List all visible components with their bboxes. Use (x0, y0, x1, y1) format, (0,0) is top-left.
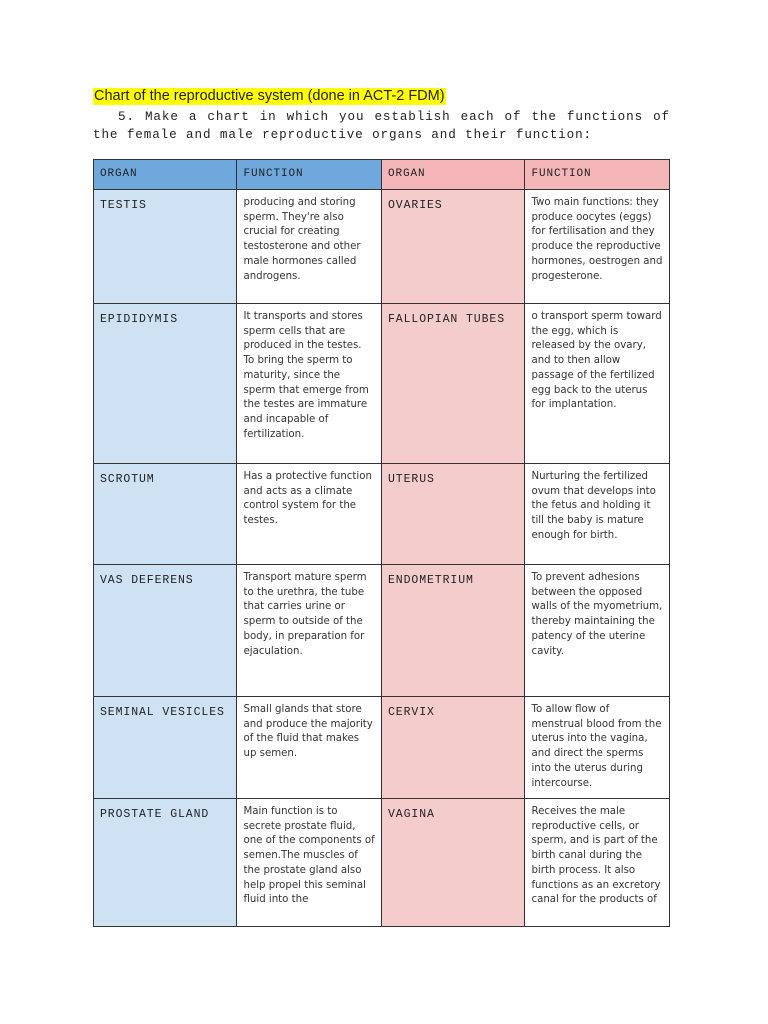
male-organ-cell: SEMINAL VESICLES (94, 697, 237, 799)
header-female-organ: ORGAN (381, 160, 524, 190)
male-organ-cell: VAS DEFERENS (94, 565, 237, 697)
reproductive-organs-table (93, 159, 670, 927)
male-function-cell: It transports and stores sperm cells that are produced in the testes. To bring the sperm to maturity, since the sperm that emerge from the testes are immature and incapable of fertilization. (237, 304, 382, 464)
document-page (93, 87, 670, 906)
male-function-cell: Small glands that store and produce the majority of the fluid that makes up semen. (237, 697, 382, 799)
header-male-function: FUNCTION (237, 160, 382, 190)
female-function-cell: Receives the male reproductive cells, or sperm, and is part of the birth canal during the birth process. It also functions as an excretory canal for the products of (525, 799, 670, 927)
male-organ-cell: PROSTATE GLAND (94, 799, 237, 927)
female-function-cell: To prevent adhesions between the opposed walls of the myometrium, thereby maintaining the patency of the uterine cavity. (525, 565, 670, 697)
male-function-cell: Transport mature sperm to the urethra, the tube that carries urine or sperm to outside of the body, in preparation for ejaculation. (237, 565, 382, 697)
male-function-cell: Main function is to secrete prostate fluid, one of the components of semen.The muscles of the prostate gland also help propel this seminal fluid into the (237, 799, 382, 927)
male-function-cell: Has a protective function and acts as a climate control system for the testes. (237, 464, 382, 565)
female-organ-cell: FALLOPIAN TUBES (381, 304, 524, 464)
header-female-function: FUNCTION (525, 160, 670, 190)
table-row (94, 799, 670, 927)
table-row (94, 464, 670, 565)
table-row (94, 697, 670, 799)
female-organ-cell: VAGINA (381, 799, 524, 927)
male-organ-cell: SCROTUM (94, 464, 237, 565)
table-header-row (94, 160, 670, 190)
header-male-organ: ORGAN (94, 160, 237, 190)
female-organ-cell: UTERUS (381, 464, 524, 565)
table-row (94, 304, 670, 464)
female-function-cell: Nurturing the fertilized ovum that develops into the fetus and holding it till the baby is mature enough for birth. (525, 464, 670, 565)
female-organ-cell: CERVIX (381, 697, 524, 799)
instruction-text: 5. Make a chart in which you establish each of the functions of the female and male reproductive organs and their function: (93, 110, 670, 142)
table-row (94, 565, 670, 697)
male-organ-cell: TESTIS (94, 190, 237, 304)
female-function-cell: Two main functions: they produce oocytes (eggs) for fertilisation and they produce the reproductive hormones, oestrogen and progesterone. (525, 190, 670, 304)
document-heading: Chart of the reproductive system (done in ACT-2 FDM) (94, 88, 445, 104)
table-row (94, 190, 670, 304)
male-function-cell: producing and storing sperm. They're also crucial for creating testosterone and other male hormones called androgens. (237, 190, 382, 304)
female-function-cell: o transport sperm toward the egg, which is released by the ovary, and to then allow passage of the fertilized egg back to the uterus for implantation. (525, 304, 670, 464)
female-function-cell: To allow flow of menstrual blood from the uterus into the vagina, and direct the sperms into the uterus during intercourse. (525, 697, 670, 799)
male-organ-cell: EPIDIDYMIS (94, 304, 237, 464)
female-organ-cell: OVARIES (381, 190, 524, 304)
female-organ-cell: ENDOMETRIUM (381, 565, 524, 697)
